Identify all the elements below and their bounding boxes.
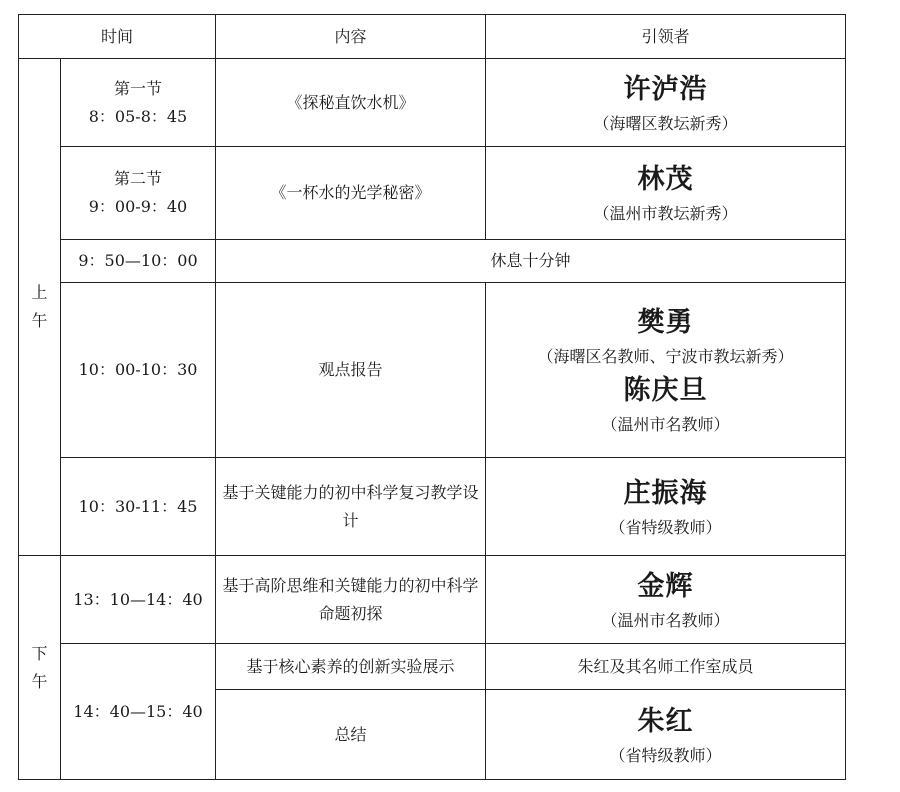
header-content: 内容 xyxy=(216,15,486,59)
content-cell: 《一杯水的光学秘密》 xyxy=(216,147,486,240)
leader-cell xyxy=(486,59,846,147)
table-row xyxy=(19,283,846,458)
table-row xyxy=(19,59,846,147)
leader-name: 庄振海 xyxy=(623,477,708,509)
leader-title: （温州市名教师） xyxy=(601,610,730,630)
content-cell: 《探秘直饮水机》 xyxy=(216,59,486,147)
leader-cell xyxy=(486,690,846,780)
break-cell: 休息十分钟 xyxy=(216,240,846,283)
time-cell: 14：40—15：40 xyxy=(61,644,216,780)
table-row xyxy=(19,147,846,240)
leader-cell xyxy=(486,556,846,644)
content-cell: 基于高阶思维和关键能力的初中科学命题初探 xyxy=(216,556,486,644)
leader-name: 许泸浩 xyxy=(623,73,708,105)
content-cell: 观点报告 xyxy=(216,283,486,458)
leader-title: （省特级教师） xyxy=(609,745,722,765)
time-cell: 9：50—10：00 xyxy=(61,240,216,283)
table-row xyxy=(19,556,846,644)
table-row xyxy=(19,458,846,556)
table-row xyxy=(19,240,846,283)
leader-title: （海曙区名教师、宁波市教坛新秀） xyxy=(537,347,794,366)
leader-name: 林茂 xyxy=(637,164,694,195)
leader-title: （温州市教坛新秀） xyxy=(593,204,738,223)
table-row xyxy=(19,644,846,690)
period-morning: 上 午 xyxy=(19,59,61,556)
header-row xyxy=(19,15,846,59)
time-cell: 第二节 9：00-9：40 xyxy=(61,147,216,240)
leader-cell xyxy=(486,283,846,458)
content-cell: 基于关键能力的初中科学复习教学设计 xyxy=(216,458,486,556)
header-leader: 引领者 xyxy=(486,15,846,59)
content-cell: 总结 xyxy=(216,690,486,780)
leader-title: （海曙区教坛新秀） xyxy=(593,113,738,133)
schedule-table xyxy=(18,14,846,780)
leader-name: 陈庆旦 xyxy=(623,375,708,406)
leader-title: （温州市名教师） xyxy=(601,415,730,434)
leader-cell xyxy=(486,147,846,240)
leader-name: 金辉 xyxy=(637,570,694,602)
period-afternoon: 下 午 xyxy=(19,556,61,780)
leader-cell xyxy=(486,458,846,556)
leader-cell: 朱红及其名师工作室成员 xyxy=(486,644,846,690)
time-cell: 13：10—14：40 xyxy=(61,556,216,644)
leader-name: 朱红 xyxy=(637,705,694,737)
header-time: 时间 xyxy=(19,15,216,59)
time-cell: 10：30-11：45 xyxy=(61,458,216,556)
time-cell: 10：00-10：30 xyxy=(61,283,216,458)
content-cell: 基于核心素养的创新实验展示 xyxy=(216,644,486,690)
leader-title: （省特级教师） xyxy=(609,517,722,537)
time-cell: 第一节 8：05-8：45 xyxy=(61,59,216,147)
leader-name: 樊勇 xyxy=(637,307,694,338)
